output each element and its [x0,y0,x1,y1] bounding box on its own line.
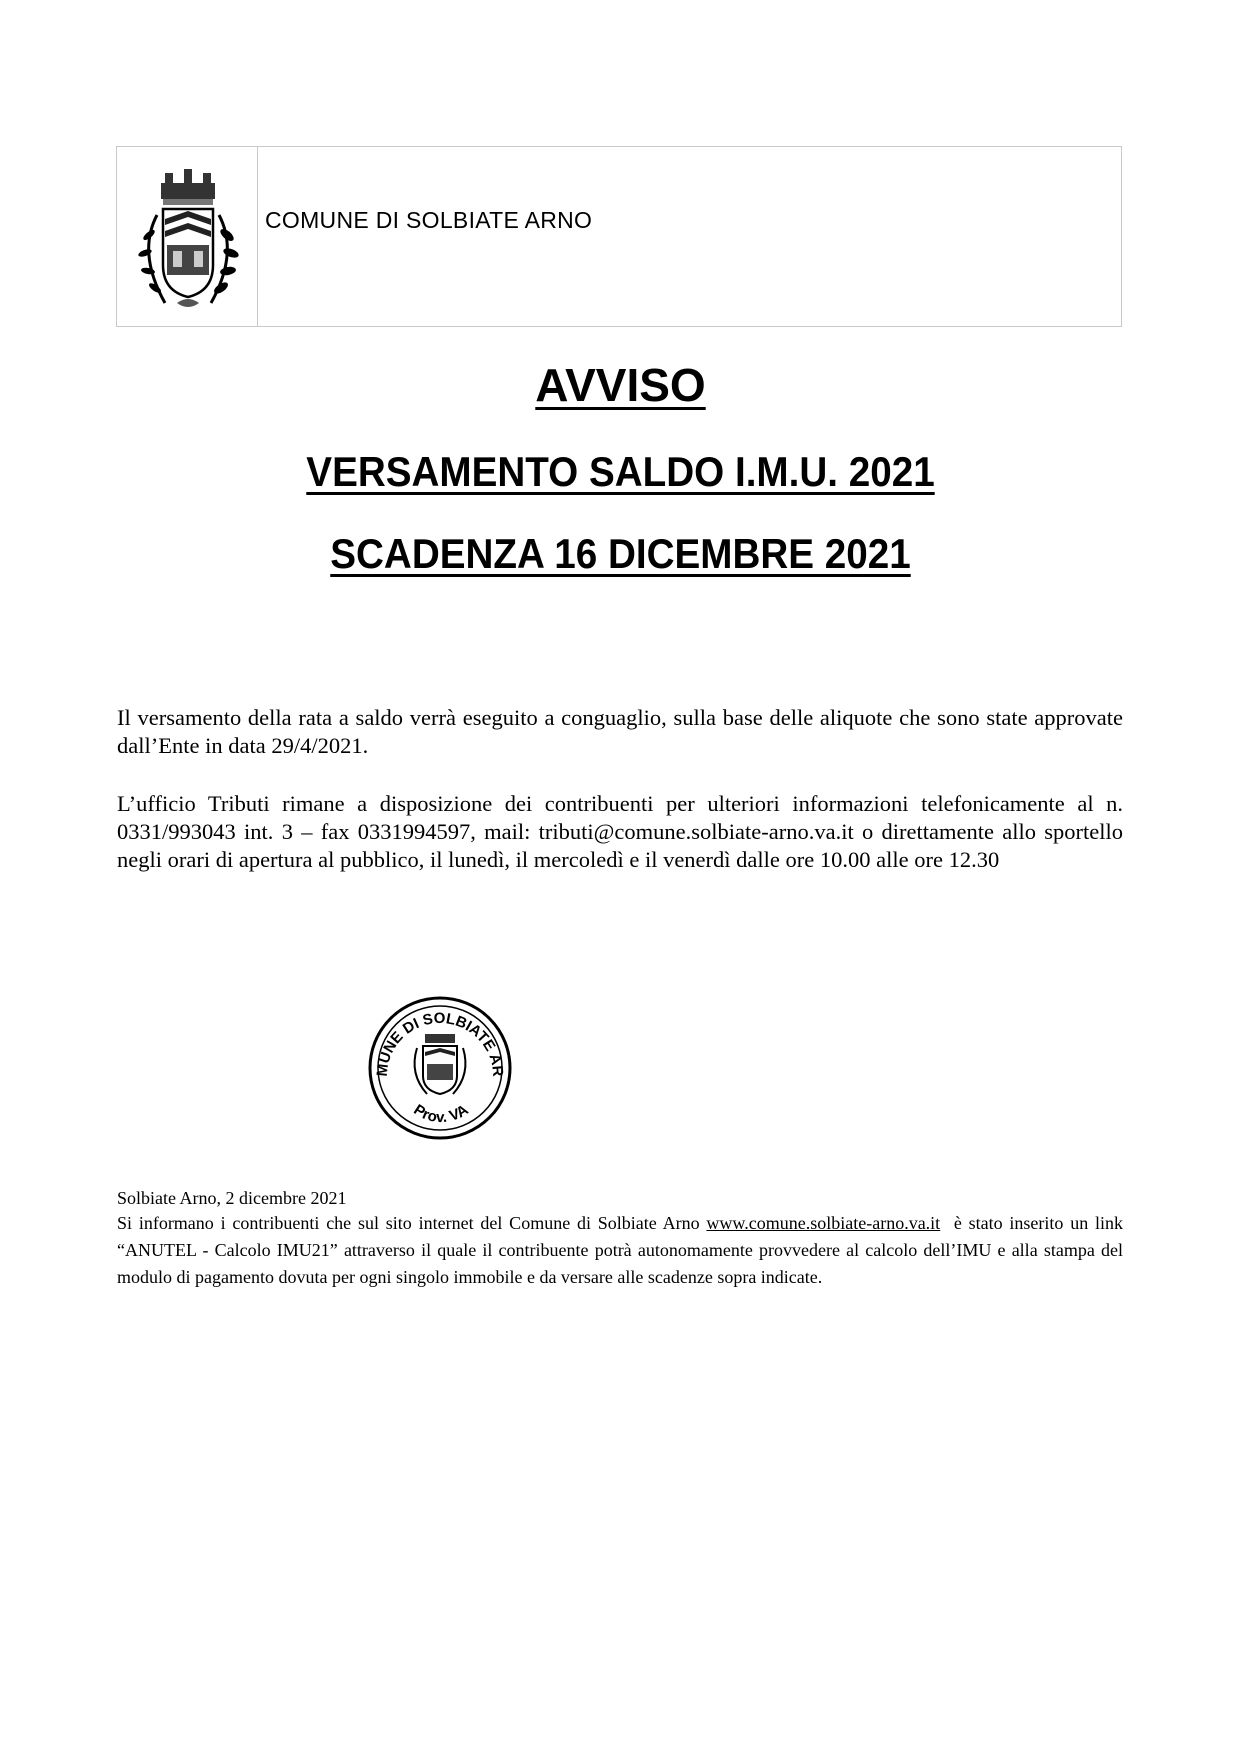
paragraph-anutel-info [117,1210,1123,1291]
notice-title: AVVISO [535,359,706,411]
date-line: Solbiate Arno, 2 dicembre 2021 [117,1188,347,1208]
paragraph-contacts: L’ufficio Tributi rimane a disposizione dei contribuenti per ulteriori informazioni telefonicamente al n. 0331/993043 int. 3 – fax 0331994597, mail: tributi@comune.solbiate-arno.va.it o direttamente allo sportello negli orari di apertura al pubblico, il lunedì, il mercoledì e il venerdì dalle ore 10.00 alle ore 12.30 [117,791,1123,872]
header-divider [257,147,258,326]
info-text-after-link: è stato inserito un link “ANUTEL - Calcolo IMU21” attraverso il quale il contribuente potrà autonomamente provvedere al calcolo dell’IMU e alla stampa del modulo di pagamento dovuta per ogni singolo immobile e da versare alle scadenze sopra indicate. [117,1213,1124,1287]
header-box [116,146,1122,327]
website-link[interactable]: www.comune.solbiate-arno.va.it [706,1213,941,1233]
svg-text:COMUNE DI SOLBIATE ARNO: MUNE DI SOLBIATE AR [373,1009,507,1078]
notice-subject: VERSAMENTO SALDO I.M.U. 2021 [306,448,935,495]
paragraph-rates: Il versamento della rata a saldo verrà eseguito a conguaglio, sulla base delle aliquote che sono state approvate dall’Ente in data 29/4/2021. [117,705,1123,758]
svg-text:Prov. VA: Prov. VA [410,1101,472,1127]
municipal-seal-icon [365,994,515,1142]
notice-deadline: SCADENZA 16 DICEMBRE 2021 [330,530,911,577]
coat-of-arms-icon [125,153,251,319]
municipality-name: COMUNE DI SOLBIATE ARNO [265,207,593,233]
info-text-before-link: Si informano i contribuenti che sul sito internet del Comune di Solbiate Arno [117,1213,700,1233]
